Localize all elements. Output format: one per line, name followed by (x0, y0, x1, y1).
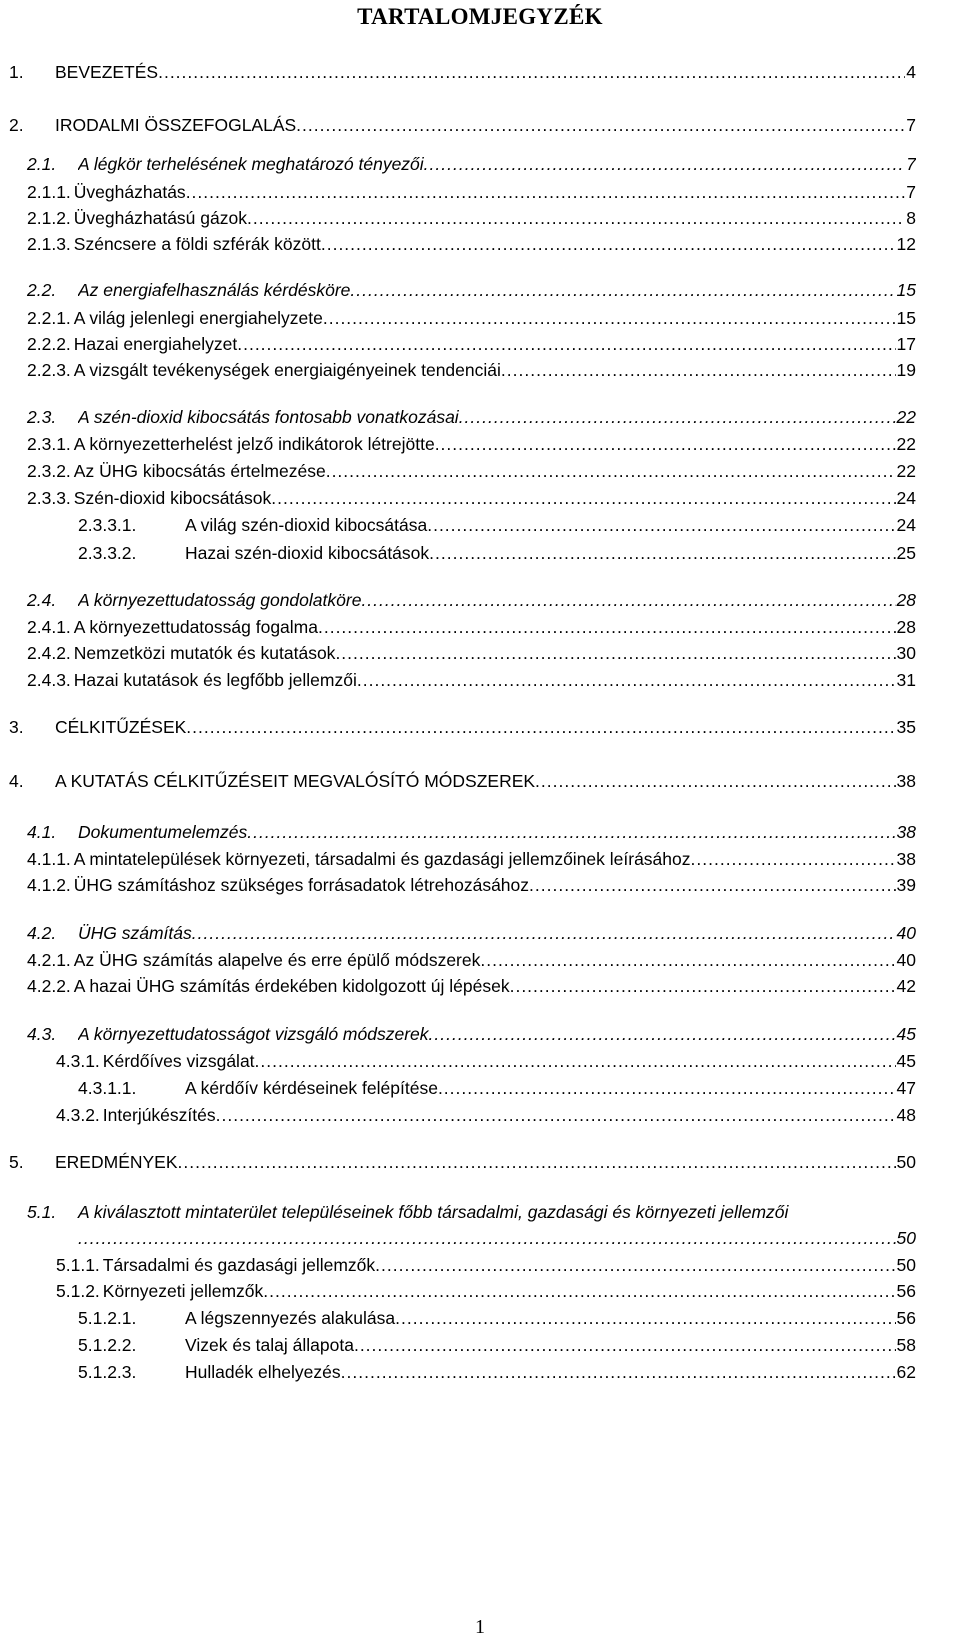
toc-entry-page: 38 (896, 822, 916, 842)
toc-leader-dots (341, 1360, 896, 1384)
toc-leader-dots (350, 278, 895, 302)
toc-entry-number: 4.3. (27, 1024, 57, 1044)
toc-entry-page: 15 (896, 308, 916, 328)
toc-entry-label: A légszennyezés alakulása (185, 1308, 396, 1328)
toc-entry-page: 35 (896, 717, 916, 737)
toc-entry-label: A kiválasztott mintaterület településeinek főbb társadalmi, gazdasági és környezeti jellemzői (78, 1202, 789, 1222)
toc-entry-page: 45 (896, 1051, 916, 1071)
toc-entry-number: 4.3.1.1. (78, 1078, 137, 1098)
toc-entry-number: 4.2. (27, 923, 57, 943)
toc-leader-dots (395, 1306, 895, 1330)
toc-title: TARTALOMJEGYZÉK (357, 4, 603, 29)
toc-entry[interactable] (0, 306, 960, 332)
toc-entry-number: 2.1. (27, 154, 57, 174)
toc-entry[interactable] (0, 1103, 960, 1129)
toc-leader-dots (296, 113, 905, 137)
toc-entry-label: Hazai energiahelyzet (73, 334, 238, 354)
toc-leader-dots (357, 668, 896, 692)
toc-entry-label: Kérdőíves vizsgálat (102, 1051, 255, 1071)
toc-entry-label: Társadalmi és gazdasági jellemzők (102, 1255, 376, 1275)
toc-entry[interactable] (0, 405, 960, 431)
toc-leader-dots (247, 206, 905, 230)
toc-entry[interactable] (0, 715, 960, 741)
toc-entry[interactable] (0, 921, 960, 947)
toc-entry-page: 12 (896, 234, 916, 254)
toc-leader-dots (529, 873, 896, 897)
toc-leader-dots (361, 588, 895, 612)
page-number: 1 (475, 1616, 485, 1638)
toc-entry[interactable] (0, 769, 960, 795)
toc-entry[interactable] (0, 1360, 960, 1386)
toc-entry-number: 2.4.3. (27, 670, 71, 690)
toc-entry-number: 2.1.2. (27, 208, 71, 228)
toc-entry-label: A környezettudatosság gondolatköre (78, 590, 362, 610)
toc-entry[interactable] (0, 1279, 960, 1305)
toc-entry-number: 4.2.1. (27, 950, 71, 970)
toc-entry[interactable] (0, 1253, 960, 1279)
toc-leader-dots (192, 921, 896, 945)
toc-entry-label: Hulladék elhelyezés (185, 1362, 341, 1382)
toc-entry-label: A kérdőív kérdéseinek felépítése (185, 1078, 438, 1098)
toc-entry-page: 17 (896, 334, 916, 354)
toc-entry-label: A légkör terhelésének meghatározó tényezői (78, 154, 424, 174)
toc-entry-label: Az energiafelhasználás kérdésköre (78, 280, 351, 300)
toc-entry-label: Interjúkészítés (102, 1105, 216, 1125)
toc-entry-label: Környezeti jellemzők (102, 1281, 264, 1301)
toc-leader-dots (335, 641, 895, 665)
toc-entry-number: 4.3.1. (56, 1051, 100, 1071)
toc-leader-dots (186, 180, 906, 204)
toc-leader-dots (510, 974, 896, 998)
toc-entry-page: 4 (906, 62, 916, 82)
toc-entry[interactable] (0, 513, 960, 539)
toc-entry-number: 4.3.2. (56, 1105, 100, 1125)
toc-entry[interactable] (0, 1049, 960, 1075)
toc-entry-label: EREDMÉNYEK (55, 1152, 178, 1172)
toc-entry-number: 2.2. (27, 280, 57, 300)
toc-entry[interactable] (0, 1306, 960, 1332)
toc-entry-label: BEVEZETÉS (55, 62, 159, 82)
toc-entry-label: Dokumentumelemzés (78, 822, 248, 842)
toc-leader-dots (78, 1226, 896, 1250)
toc-leader-dots (263, 1279, 895, 1303)
toc-leader-dots (271, 486, 895, 510)
toc-leader-dots (691, 847, 896, 871)
toc-leader-dots (323, 306, 896, 330)
toc-entry[interactable] (0, 180, 960, 206)
toc-entry-page: 7 (906, 154, 916, 174)
toc-entry-page: 15 (896, 280, 916, 300)
toc-entry[interactable] (0, 873, 960, 899)
toc-entry-number: 5.1.2.2. (78, 1335, 137, 1355)
toc-entry-number: 4. (9, 771, 24, 791)
toc-entry-page: 28 (896, 617, 916, 637)
toc-entry-number: 1. (9, 62, 24, 82)
toc-entry-number: 2.1.3. (27, 234, 71, 254)
toc-entry-number: 2.3.3.1. (78, 515, 137, 535)
toc-entry-number: 2.4.2. (27, 643, 71, 663)
toc-entry-number: 2.3.2. (27, 461, 71, 481)
toc-entry-page: 22 (896, 461, 916, 481)
toc-entry-label: Nemzetközi mutatók és kutatások (73, 643, 336, 663)
toc-entry-number: 5.1.2. (56, 1281, 100, 1301)
toc-entry-number: 2.3.3. (27, 488, 71, 508)
toc-leader-dots (186, 715, 895, 739)
toc-entry-number: 5.1.1. (56, 1255, 100, 1275)
toc-leader-dots (216, 1103, 896, 1127)
toc-leader-dots (501, 358, 896, 382)
toc-entry-page: 19 (896, 360, 916, 380)
toc-leader-dots (424, 152, 906, 176)
toc-entry-label: A környezettudatosság fogalma (73, 617, 318, 637)
toc-entry-number: 2.1.1. (27, 182, 71, 202)
toc-entry-label: IRODALMI ÖSSZEFOGLALÁS (55, 115, 297, 135)
toc-leader-dots (427, 513, 895, 537)
toc-entry[interactable] (0, 60, 960, 86)
toc-entry-page: 31 (896, 670, 916, 690)
toc-entry-label: Vizek és talaj állapota (185, 1335, 354, 1355)
toc-entry-number: 2.3.1. (27, 434, 71, 454)
toc-leader-dots (375, 1253, 895, 1277)
toc-entry-number: 4.1.2. (27, 875, 71, 895)
toc-leader-dots (178, 1150, 896, 1174)
toc-entry-label: ÜHG számításhoz szükséges forrásadatok létrehozásához (73, 875, 530, 895)
toc-entry-page: 25 (896, 543, 916, 563)
toc-entry[interactable] (0, 206, 960, 232)
toc-entry-number: 2.2.3. (27, 360, 71, 380)
toc-entry-page: 40 (896, 950, 916, 970)
toc-entry-label: A mintatelepülések környezeti, társadalmi és gazdasági jellemzőinek leírásához (73, 849, 691, 869)
toc-entry-label: A környezettudatosságot vizsgáló módszerek (78, 1024, 429, 1044)
toc-entry-page: 38 (896, 771, 916, 791)
toc-leader-dots (354, 1333, 896, 1357)
toc-entry-page: 45 (896, 1024, 916, 1044)
toc-entry-page: 39 (896, 875, 916, 895)
toc-entry-number: 2.3. (27, 407, 57, 427)
toc-entry[interactable] (0, 1076, 960, 1102)
toc-entry-number: 4.2.2. (27, 976, 71, 996)
toc-entry[interactable] (0, 152, 960, 178)
toc-entry-number: 4.1.1. (27, 849, 71, 869)
toc-entry[interactable] (0, 974, 960, 1000)
toc-entry-number: 2. (9, 115, 24, 135)
toc-entry-label: CÉLKITŰZÉSEK (55, 717, 187, 737)
toc-entry[interactable] (0, 1022, 960, 1048)
toc-entry-page: 50 (896, 1255, 916, 1275)
toc-leader-dots (321, 232, 896, 256)
toc-entry-label: ÜHG számítás (78, 923, 192, 943)
toc-entry[interactable] (0, 332, 960, 358)
toc-entry[interactable] (0, 820, 960, 846)
toc-entry-page: 28 (896, 590, 916, 610)
toc-entry-page: 50 (896, 1228, 916, 1248)
toc-entry-page: 58 (896, 1335, 916, 1355)
toc-entry-page: 22 (896, 407, 916, 427)
toc-leader-dots (429, 541, 895, 565)
toc-entry-page: 56 (896, 1281, 916, 1301)
toc-leader-dots (438, 1076, 896, 1100)
toc-entry[interactable] (0, 847, 960, 873)
toc-leader-dots (318, 615, 896, 639)
toc-entry-page: 62 (896, 1362, 916, 1382)
toc-entry-number: 2.2.1. (27, 308, 71, 328)
toc-leader-dots (247, 820, 895, 844)
toc-entry-page: 50 (896, 1152, 916, 1172)
toc-entry-label: Hazai kutatások és legfőbb jellemzői (73, 670, 357, 690)
toc-entry[interactable] (0, 486, 960, 512)
toc-entry-label: A hazai ÜHG számítás érdekében kidolgozott új lépések (73, 976, 510, 996)
toc-entry-page: 38 (896, 849, 916, 869)
toc-leader-dots (435, 432, 896, 456)
toc-entry-page: 7 (906, 182, 916, 202)
toc-entry-label: Hazai szén-dioxid kibocsátások (185, 543, 430, 563)
toc-entry[interactable] (0, 948, 960, 974)
toc-entry[interactable] (0, 278, 960, 304)
toc-entry-page: 8 (906, 208, 916, 228)
toc-entry[interactable] (0, 113, 960, 139)
toc-leader-dots (459, 405, 896, 429)
toc-entry-label: A KUTATÁS CÉLKITŰZÉSEIT MEGVALÓSÍTÓ MÓDSZEREK (55, 771, 536, 791)
toc-entry-page: 42 (896, 976, 916, 996)
toc-entry[interactable] (0, 615, 960, 641)
toc-entry-label: A szén-dioxid kibocsátás fontosabb vonatkozásai (78, 407, 459, 427)
toc-entry-label: Szén-dioxid kibocsátások (73, 488, 272, 508)
toc-entry-page: 7 (906, 115, 916, 135)
toc-entry-number: 5. (9, 1152, 24, 1172)
toc-entry-page: 24 (896, 488, 916, 508)
toc-entry[interactable] (0, 588, 960, 614)
toc-entry-label: Az ÜHG számítás alapelve és erre épülő módszerek (73, 950, 481, 970)
toc-entry-label: A környezetterhelést jelző indikátorok létrejötte (73, 434, 435, 454)
toc-entry-number: 3. (9, 717, 24, 737)
toc-leader-dots (480, 948, 895, 972)
toc-entry-number: 2.4.1. (27, 617, 71, 637)
toc-leader-dots (255, 1049, 896, 1073)
toc-entry-label: Széncsere a földi szférák között (73, 234, 321, 254)
toc-entry-number: 5.1.2.1. (78, 1308, 137, 1328)
toc-entry-number: 5.1. (27, 1202, 57, 1222)
toc-entry-label: A világ jelenlegi energiahelyzete (73, 308, 323, 328)
toc-entry[interactable] (0, 432, 960, 458)
toc-entry[interactable] (0, 641, 960, 667)
toc-entry[interactable] (0, 541, 960, 567)
toc-entry-page: 47 (896, 1078, 916, 1098)
toc-entry-page: 48 (896, 1105, 916, 1125)
toc-entry-number: 2.2.2. (27, 334, 71, 354)
toc-entry-label: A vizsgált tevékenységek energiaigényeinek tendenciái (73, 360, 501, 380)
toc-entry-page: 56 (896, 1308, 916, 1328)
toc-entry-number: 2.3.3.2. (78, 543, 137, 563)
toc-entry[interactable] (0, 1150, 960, 1176)
toc-entry[interactable] (0, 1200, 960, 1252)
toc-leader-dots (535, 769, 895, 793)
toc-entry-label: A világ szén-dioxid kibocsátása (185, 515, 428, 535)
toc-entry-page: 22 (896, 434, 916, 454)
toc-entry[interactable] (0, 358, 960, 384)
toc-entry-number: 4.1. (27, 822, 57, 842)
toc-leader-dots (158, 60, 905, 84)
toc-entry-number: 2.4. (27, 590, 57, 610)
toc-leader-dots (237, 332, 895, 356)
toc-entry[interactable] (0, 1333, 960, 1359)
toc-entry[interactable] (0, 459, 960, 485)
toc-leader-dots (326, 459, 896, 483)
toc-entry-page: 30 (896, 643, 916, 663)
toc-leader-dots (429, 1022, 896, 1046)
toc-entry-label: Üvegházhatás (73, 182, 186, 202)
toc-entry-label: Üvegházhatású gázok (73, 208, 247, 228)
toc-entry-page: 24 (896, 515, 916, 535)
toc-entry[interactable] (0, 232, 960, 258)
toc-entry-page: 40 (896, 923, 916, 943)
toc-entry[interactable] (0, 668, 960, 694)
toc-entry-label: Az ÜHG kibocsátás értelmezése (73, 461, 326, 481)
toc-entry-number: 5.1.2.3. (78, 1362, 137, 1382)
